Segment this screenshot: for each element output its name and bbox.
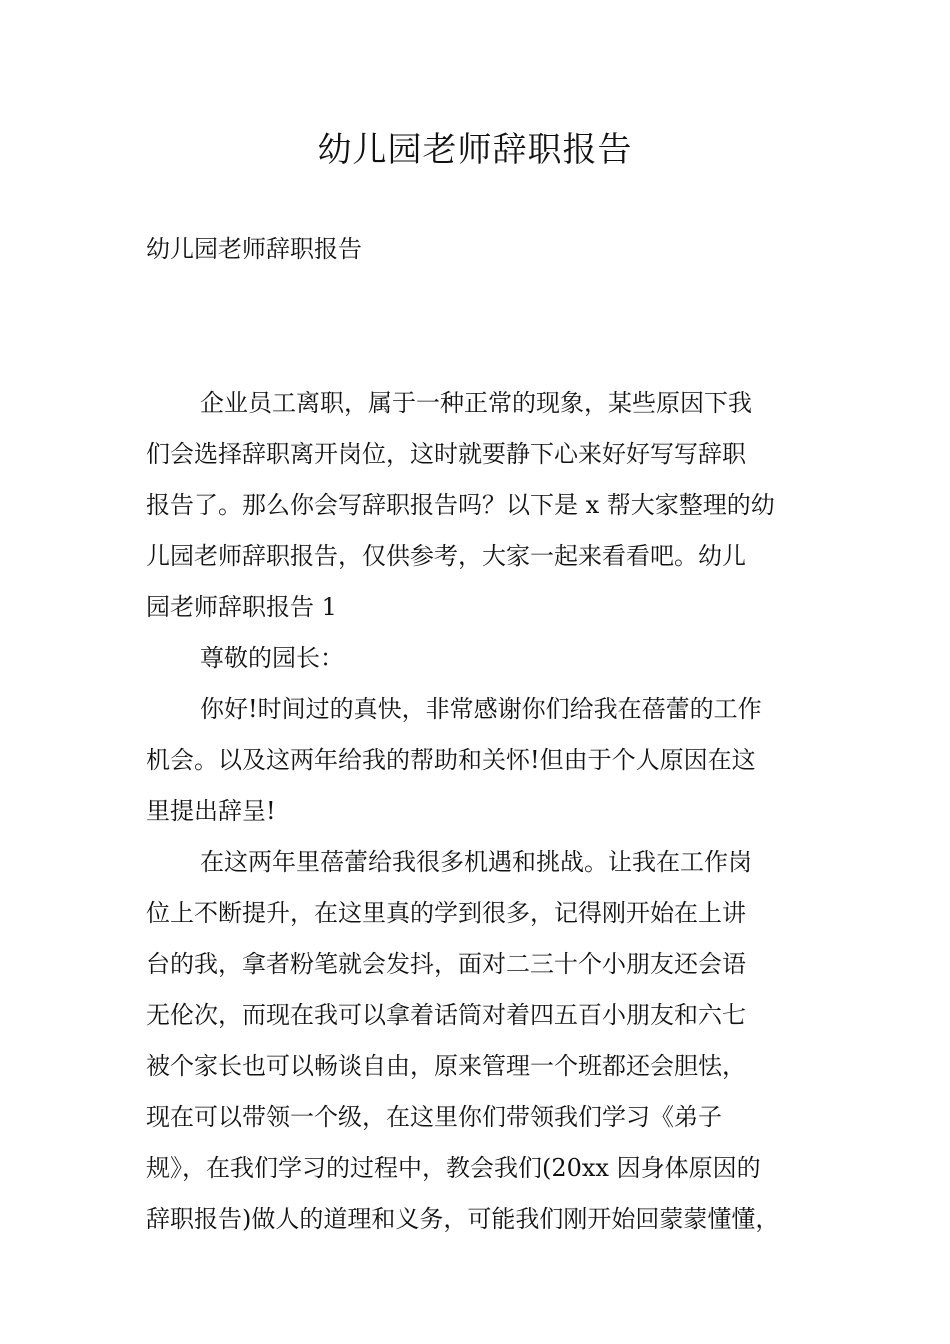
document-subtitle: 幼儿园老师辞职报告 [146,235,362,263]
paragraph-line: 儿园老师辞职报告，仅供参考，大家一起来看看吧。幼儿 [146,542,746,570]
paragraph-line: 园老师辞职报告 1 [146,593,337,621]
paragraph-line: 无伦次，而现在我可以拿着话筒对着四五百小朋友和六七 [146,1001,746,1029]
paragraph-line: 辞职报告)做人的道理和义务，可能我们刚开始回蒙蒙懂懂， [146,1205,780,1233]
document-body [146,378,826,1245]
paragraph-line: 们会选择辞职离开岗位，这时就要静下心来好好写写辞职 [146,440,746,468]
paragraph-line: 位上不断提升，在这里真的学到很多，记得刚开始在上讲 [146,899,746,927]
salutation-line: 尊敬的园长： [200,644,344,672]
paragraph-line: 机会。以及这两年给我的帮助和关怀!但由于个人原因在这 [146,746,756,774]
paragraph-line: 被个家长也可以畅谈自由，原来管理一个班都还会胆怯， [146,1052,746,1080]
paragraph-line: 你好!时间过的真快，非常感谢你们给我在蓓蕾的工作 [200,695,762,723]
paragraph-line: 现在可以带领一个级，在这里你们带领我们学习《弟子 [146,1103,722,1131]
paragraph-line: 台的我，拿者粉笔就会发抖，面对二三十个小朋友还会语 [146,950,746,978]
document-title: 幼儿园老师辞职报告 [317,130,633,170]
paragraph-line: 在这两年里蓓蕾给我很多机遇和挑战。让我在工作岗 [200,848,752,876]
paragraph-line: 企业员工离职，属于一种正常的现象，某些原因下我 [200,389,752,417]
paragraph-line: 里提出辞呈! [146,797,276,825]
paragraph-line: 规》，在我们学习的过程中，教会我们(20xx 因身体原因的 [146,1154,761,1182]
paragraph-line: 报告了。那么你会写辞职报告吗？以下是 x 帮大家整理的幼 [146,491,775,519]
